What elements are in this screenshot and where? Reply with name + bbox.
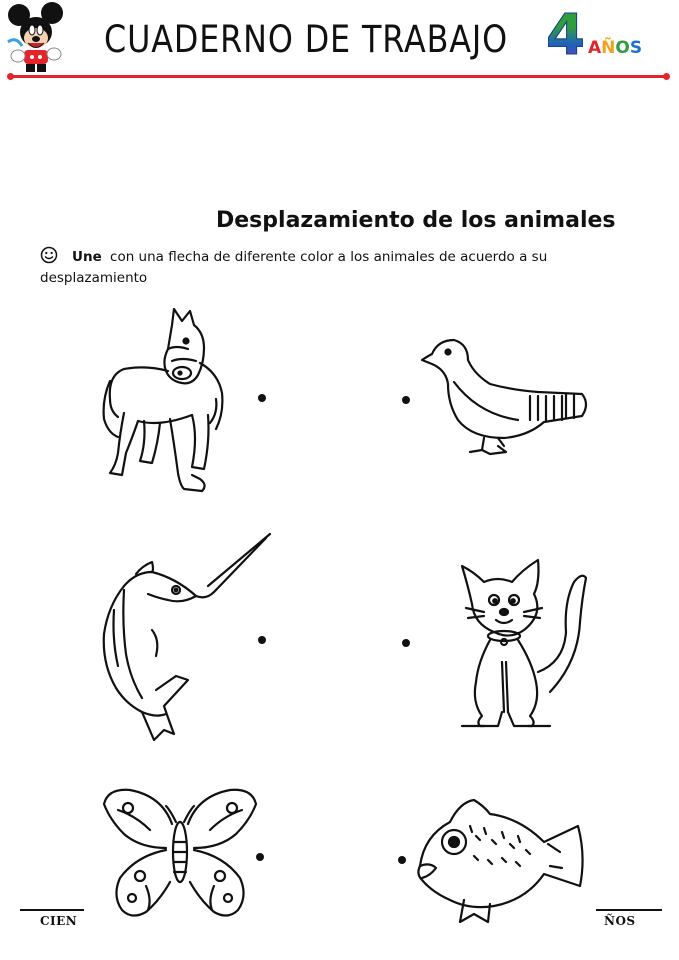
age-letter: O xyxy=(615,38,630,58)
match-dot-fish[interactable] xyxy=(398,856,406,864)
footer-text-left: CIEN xyxy=(40,914,78,928)
instruction-text: con una flecha de diferente color a los animales de acuerdo a su desplazamiento xyxy=(40,249,548,286)
swordfish-icon xyxy=(96,530,272,746)
instruction-verb: Une xyxy=(72,249,102,265)
age-letter: A xyxy=(588,38,602,58)
horse-icon xyxy=(100,303,230,493)
fish-icon xyxy=(410,796,588,926)
match-dot-cat[interactable] xyxy=(402,639,410,647)
footer-divider-right xyxy=(596,909,662,911)
header-divider xyxy=(10,75,667,78)
exercise-title: Desplazamiento de los animales xyxy=(216,208,616,233)
age-word xyxy=(588,38,642,58)
pigeon-icon xyxy=(418,334,590,462)
footer-text-right: ÑOS xyxy=(604,914,636,928)
mickey-mouse-icon xyxy=(6,2,66,74)
workbook-title: CUADERNO DE TRABAJO xyxy=(104,18,509,61)
age-letter: Ñ xyxy=(601,38,616,58)
footer-divider-left xyxy=(20,909,84,911)
match-dot-horse[interactable] xyxy=(258,394,266,402)
butterfly-icon xyxy=(100,786,260,928)
match-dot-pigeon[interactable] xyxy=(402,396,410,404)
age-badge xyxy=(546,3,661,68)
exercise-instruction xyxy=(40,246,640,289)
age-letter: S xyxy=(629,38,643,58)
cat-icon xyxy=(454,552,588,730)
smiley-icon xyxy=(40,246,58,264)
match-dot-butterfly[interactable] xyxy=(256,853,264,861)
age-number: 4 xyxy=(546,3,585,68)
match-dot-swordfish[interactable] xyxy=(258,636,266,644)
worksheet-header xyxy=(0,0,679,90)
